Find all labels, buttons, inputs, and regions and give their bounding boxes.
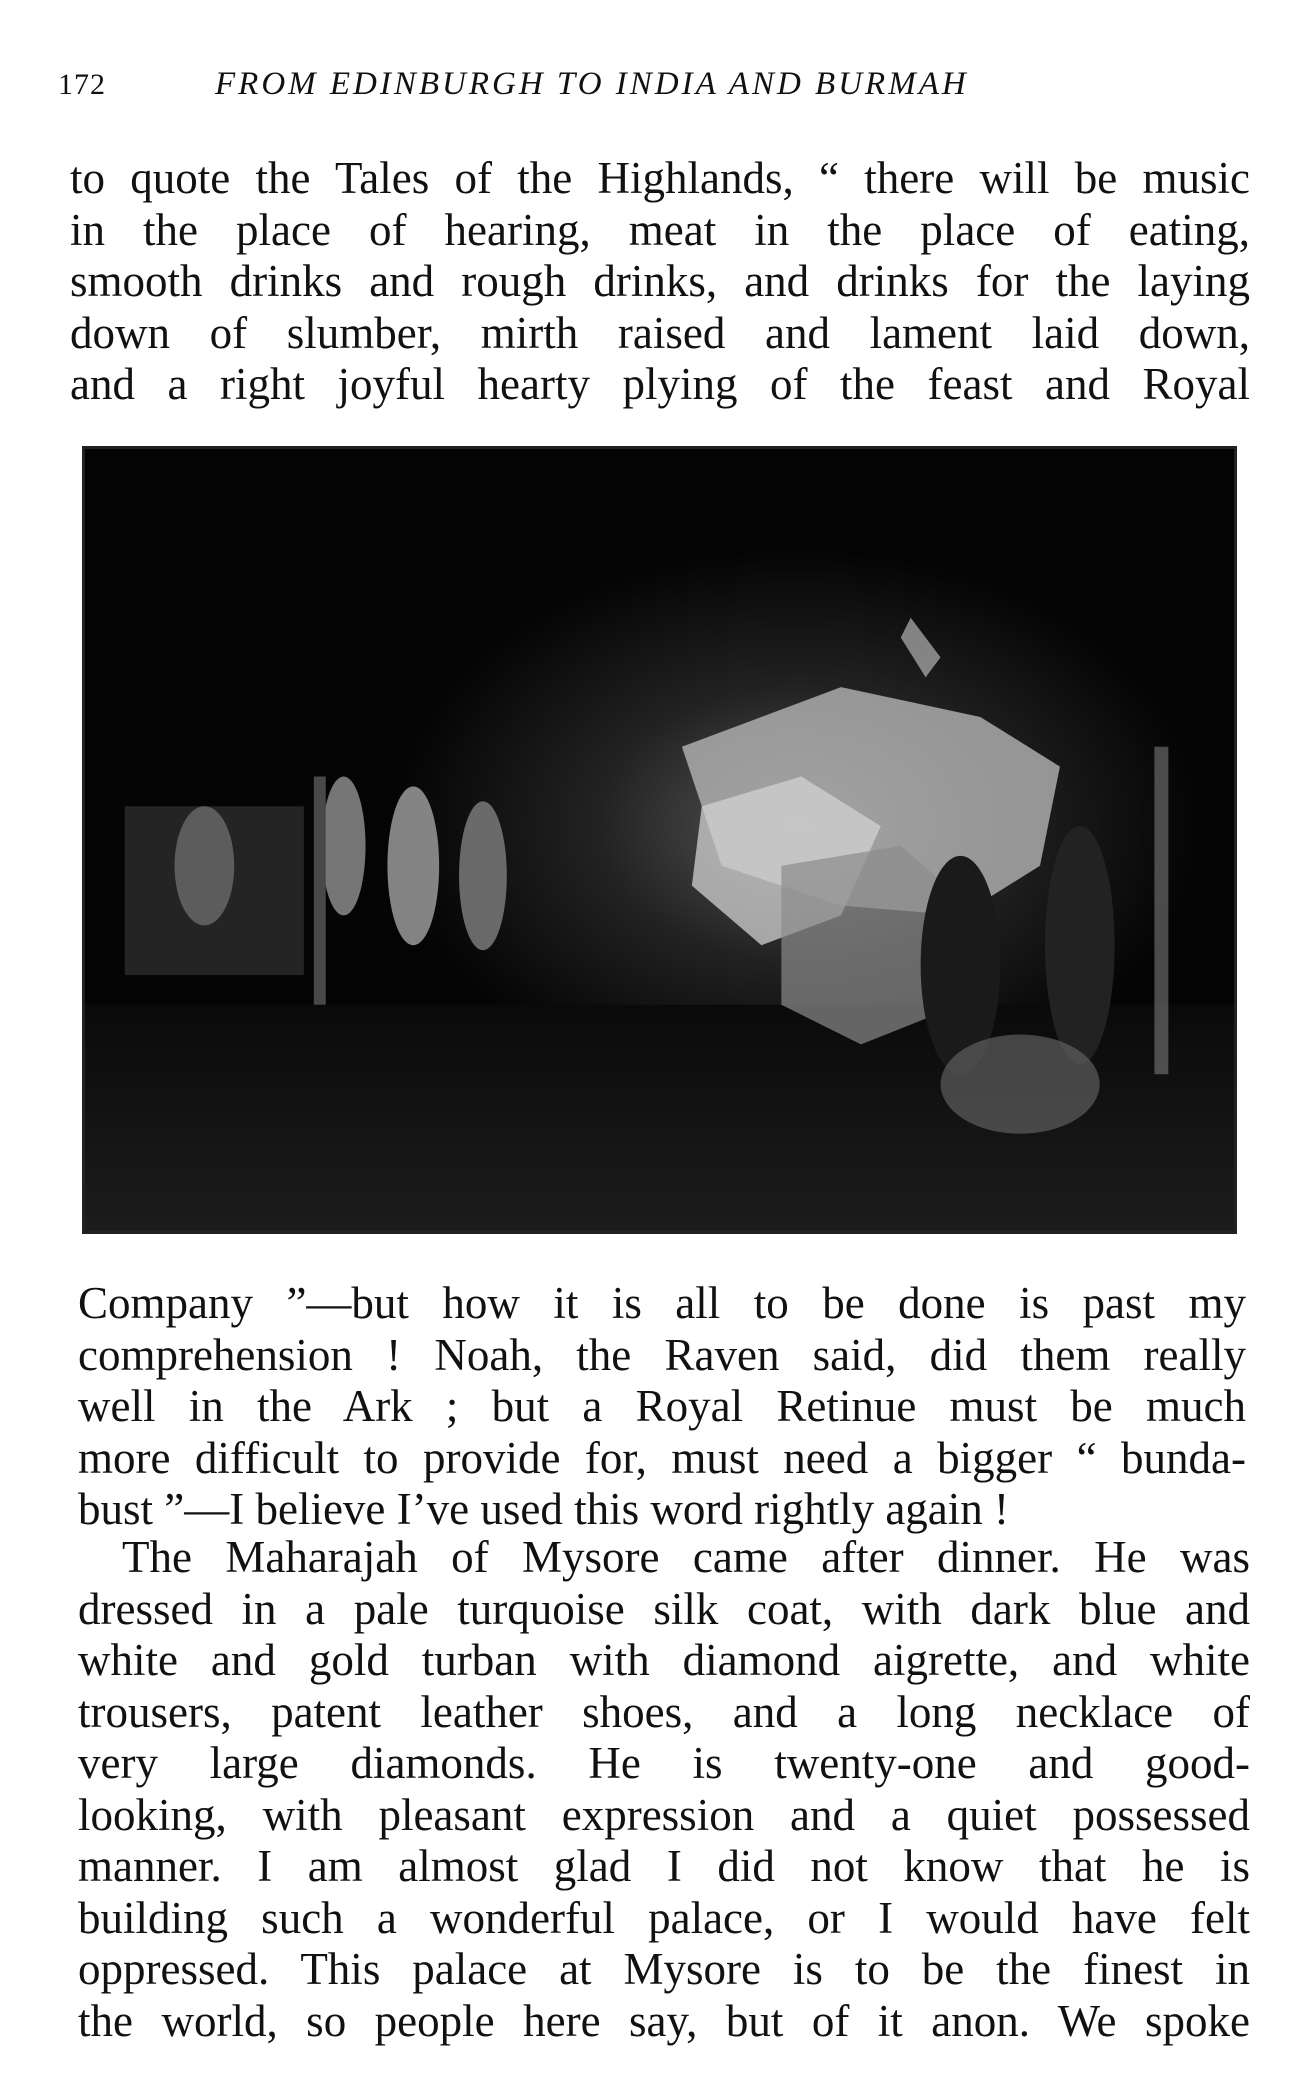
running-title: FROM EDINBURGH TO INDIA AND BURMAH (215, 66, 969, 102)
text-line: dressed in a pale turquoise silk coat, with dark blue and (78, 1583, 1250, 1634)
text-line: comprehension ! Noah, the Raven said, did them really (78, 1329, 1246, 1380)
text-line: manner. I am almost glad I did not know that he is (78, 1841, 1250, 1891)
text-line: trousers, patent leather shoes, and a long necklace of (78, 1686, 1250, 1737)
page-number: 172 (58, 68, 106, 101)
text-line: smooth drinks and rough drinks, and drinks for the laying (70, 256, 1250, 306)
text-line: more difficult to provide for, must need a bigger “ bunda- (78, 1432, 1246, 1483)
photograph-illustration (85, 449, 1234, 1231)
text-line: the world, so people here say, but of it anon. We spoke (78, 1995, 1250, 2046)
text-line: and a right joyful hearty plying of the feast and Royal (70, 359, 1250, 409)
text-line: looking, with pleasant expression and a quiet possessed (78, 1789, 1250, 1840)
text-line: down of slumber, mirth raised and lament laid down, (70, 307, 1250, 358)
right-edge-pillar (1154, 747, 1168, 1074)
paragraph-top (70, 153, 1250, 411)
paragraph-continued (78, 1278, 1246, 1536)
text-line: very large diamonds. He is twenty-one and good- (78, 1738, 1250, 1788)
text-line: building such a wonderful palace, or I would have felt (78, 1892, 1250, 1943)
text-line: bust ”—I believe I’ve used this word rightly again ! (78, 1484, 1010, 1534)
text-line: Company ”—but how it is all to be done is past my (78, 1278, 1246, 1328)
text-line: The Maharajah of Mysore came after dinner. He was (122, 1532, 1250, 1582)
text-line: white and gold turban with diamond aigrette, and white (78, 1635, 1250, 1685)
text-line: to quote the Tales of the Highlands, “ there will be music (70, 153, 1250, 203)
text-line: in the place of hearing, meat in the place of eating, (70, 204, 1250, 255)
text-line: oppressed. This palace at Mysore is to be the finest in (78, 1944, 1250, 1994)
text-line: well in the Ark ; but a Royal Retinue must be much (78, 1381, 1246, 1431)
paragraph-maharajah (78, 1532, 1250, 2047)
photograph-plate (82, 446, 1237, 1234)
